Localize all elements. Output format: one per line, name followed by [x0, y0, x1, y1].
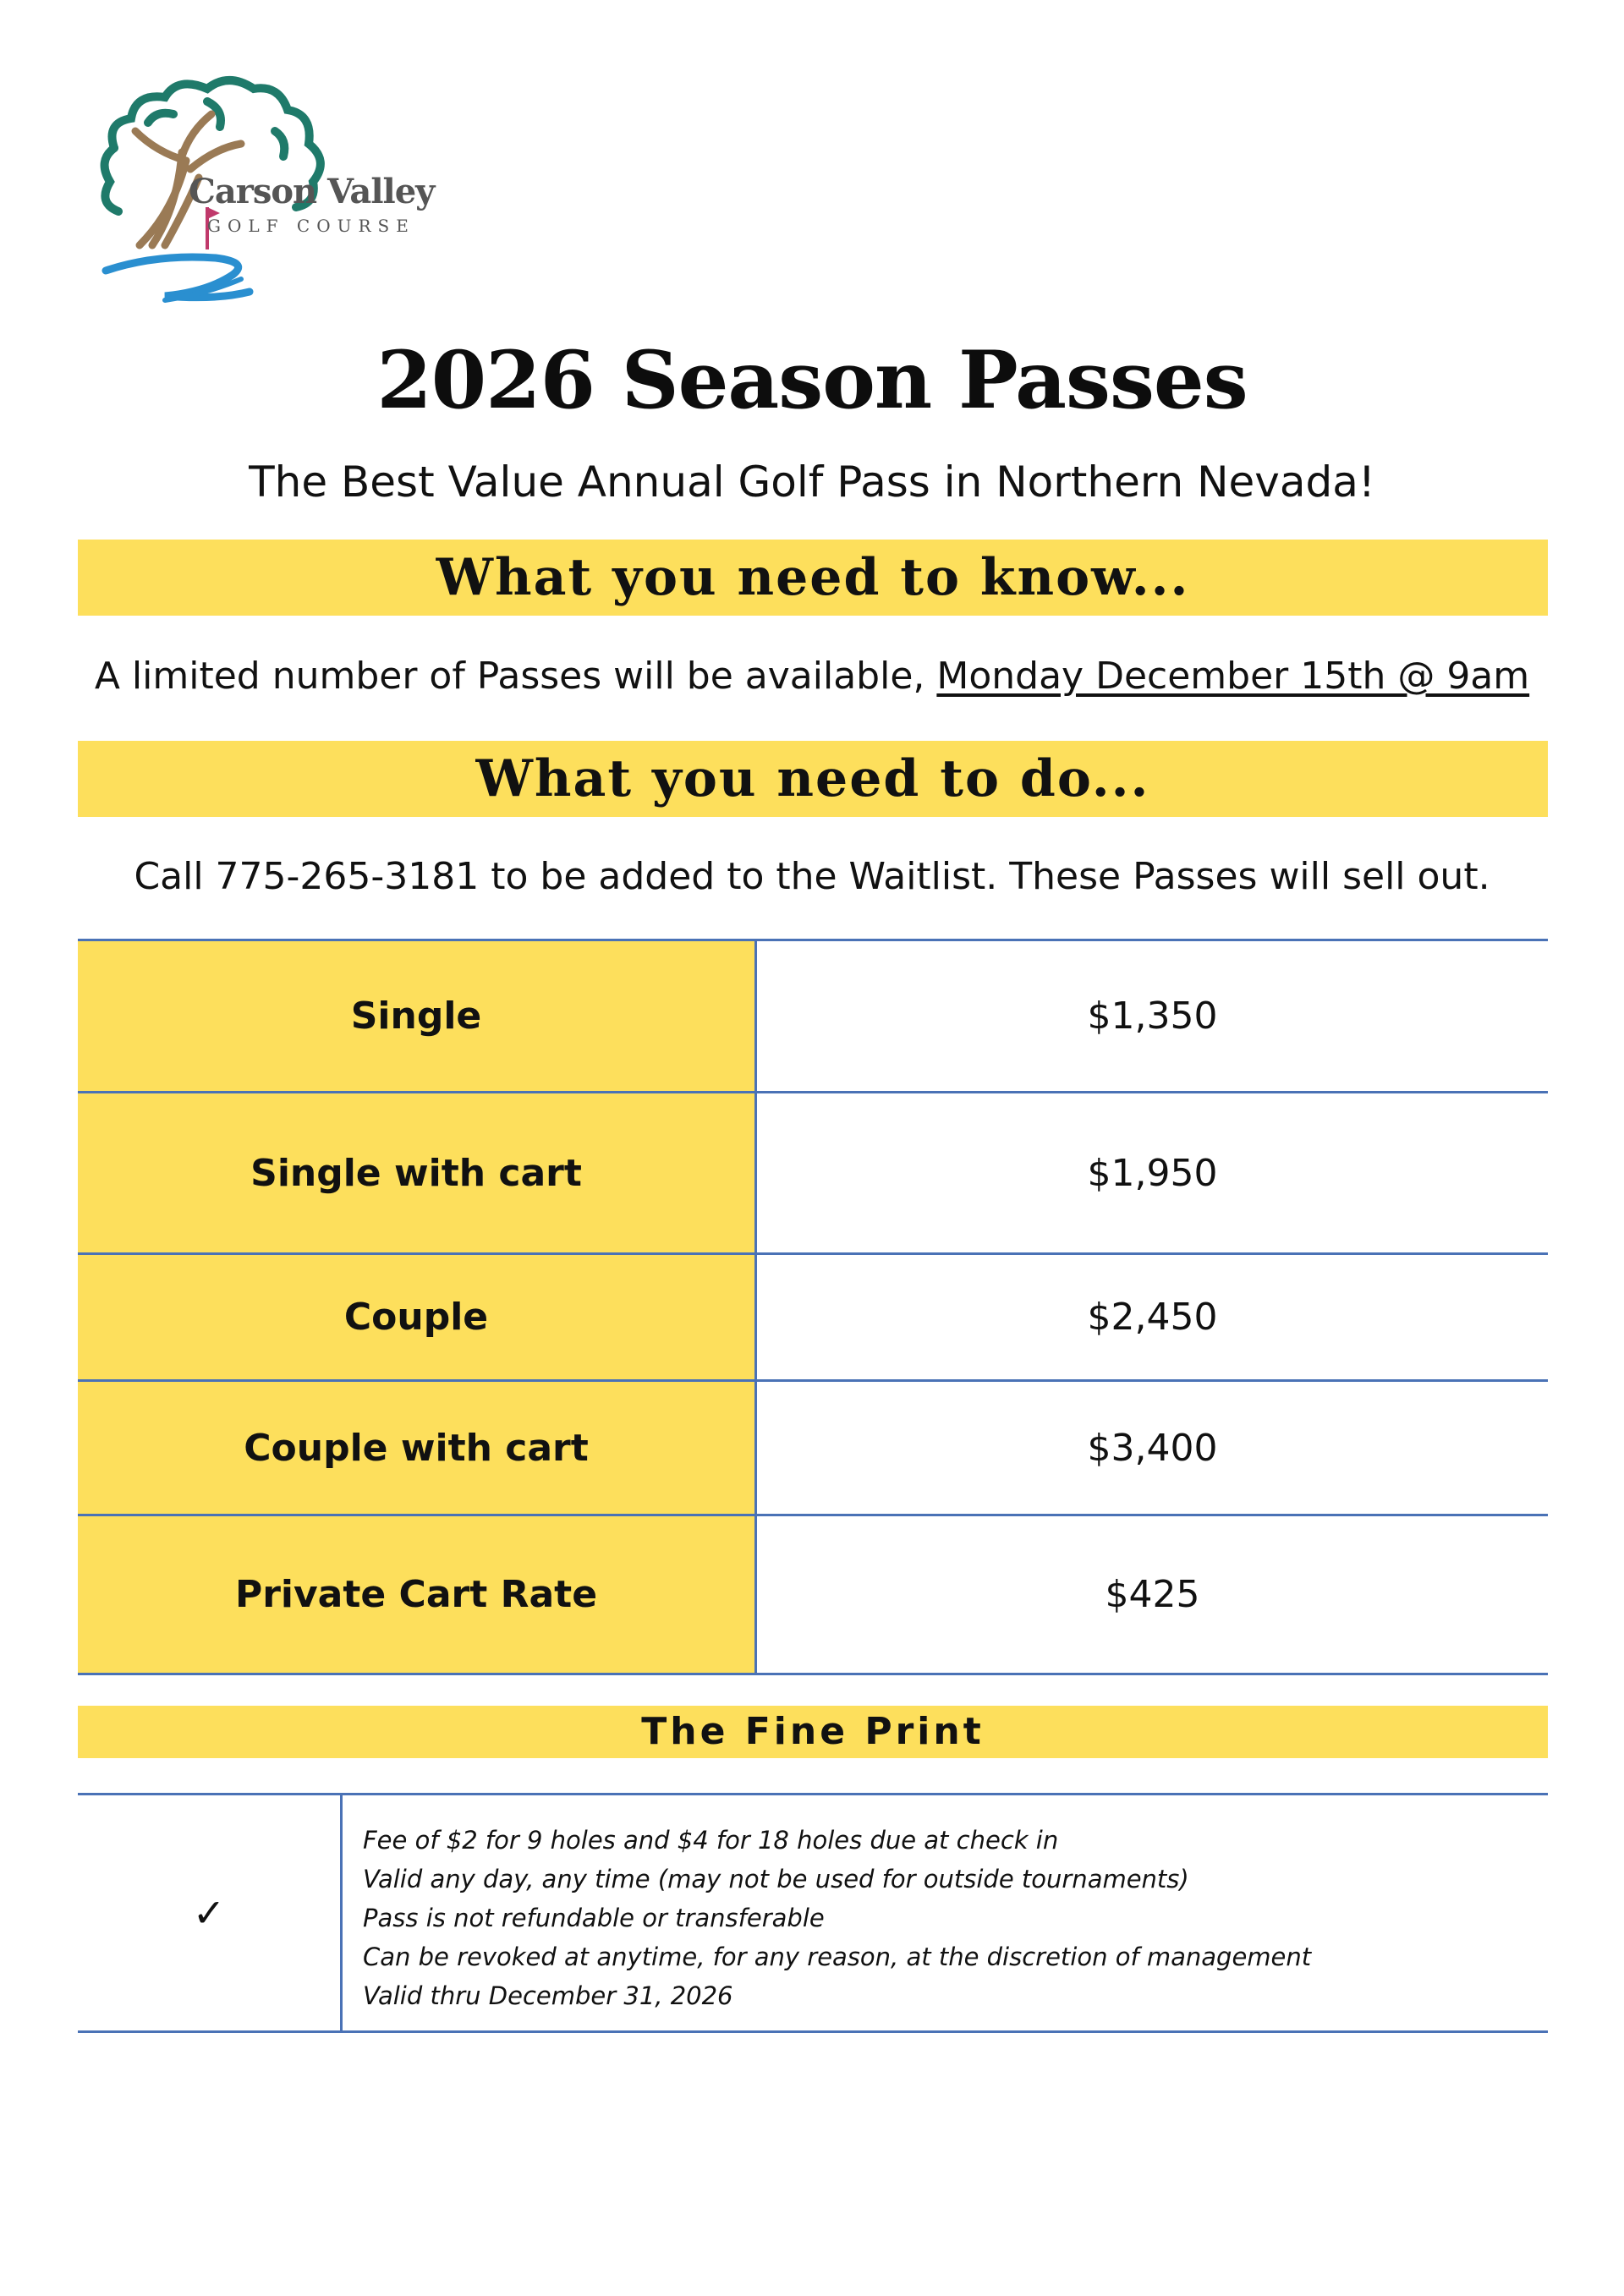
section-heading-do: What you need to do... — [78, 741, 1548, 817]
pass-price: $425 — [756, 1515, 1549, 1674]
pass-type-label: Single — [78, 940, 756, 1093]
pricing-row — [78, 940, 1548, 1093]
logo-name-line1: Carson Valley — [189, 172, 435, 211]
page-subtitle: The Best Value Annual Golf Pass in Northern Nevada! — [249, 458, 1375, 507]
fine-print-list — [363, 1821, 1548, 2015]
pass-type-label: Private Cart Rate — [78, 1515, 756, 1674]
availability-date: Monday December 15th @ 9am — [936, 655, 1530, 698]
pricing-row — [78, 1093, 1548, 1254]
fine-print-item: Fee of $2 for 9 holes and $4 for 18 holes due at check in — [363, 1826, 1059, 1855]
call-instructions: Call 775-265-3181 to be added to the Waitlist. These Passes will sell out. — [134, 855, 1490, 898]
carson-valley-logo — [80, 72, 436, 309]
pass-price: $1,350 — [756, 940, 1549, 1093]
pass-price: $1,950 — [756, 1093, 1549, 1254]
availability-line — [0, 647, 1624, 706]
pass-price: $3,400 — [756, 1381, 1549, 1515]
fine-print-item: Can be revoked at anytime, for any reason, at the discretion of management — [363, 1943, 1312, 1971]
pricing-row — [78, 1381, 1548, 1515]
pricing-row — [78, 1515, 1548, 1674]
section-heading-know: What you need to know... — [78, 540, 1548, 616]
pass-type-label: Couple — [78, 1254, 756, 1381]
pricing-row — [78, 1254, 1548, 1381]
fine-print-item: Pass is not refundable or transferable — [363, 1904, 825, 1932]
availability-text: A limited number of Passes will be available, — [94, 655, 937, 698]
pass-price: $2,450 — [756, 1254, 1549, 1381]
fine-print-table — [78, 1793, 1548, 2033]
page-title: 2026 Season Passes — [376, 334, 1248, 427]
check-mark-icon: ✓ — [78, 1795, 342, 2032]
fine-print-cell — [342, 1795, 1549, 2032]
fine-print-item: Valid any day, any time (may not be used for outside tournaments) — [363, 1865, 1189, 1893]
logo-name-line2: GOLF COURSE — [207, 216, 415, 236]
pricing-table — [78, 939, 1548, 1675]
fine-print-heading: The Fine Print — [78, 1706, 1548, 1758]
pass-type-label: Couple with cart — [78, 1381, 756, 1515]
fine-print-row — [78, 1795, 1548, 2032]
fine-print-item: Valid thru December 31, 2026 — [363, 1981, 733, 2010]
pass-type-label: Single with cart — [78, 1093, 756, 1254]
